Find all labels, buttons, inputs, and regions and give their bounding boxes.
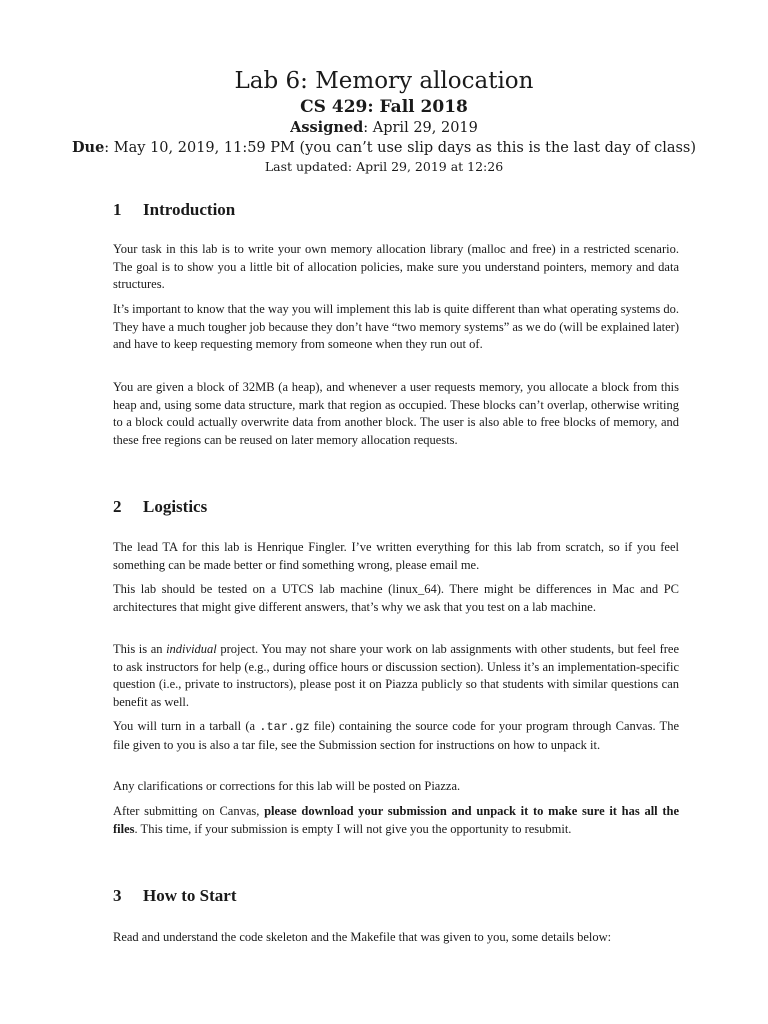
due-value: : May 10, 2019, 11:59 PM (you can’t use slip days as this is the last day of class) [104,140,697,156]
document-title: Lab 6: Memory allocation [234,68,534,94]
text-run: You will turn in a tarball (a [113,719,260,733]
text-run: After submitting on Canvas, [113,804,265,818]
text-run: . This time, if your submission is empty I will not give you the opportunity to resubmit. [134,821,572,836]
section-heading-introduction [113,199,235,221]
text-run: file) containing the source code for your program through Canvas. The file given to you is also a tar file, see the Submission section for instructions on how to unpack it. [113,719,679,752]
paragraph: The lead TA for this lab is Henrique Fingler. I’ve written everything for this lab from scratch, so if you feel something can be made better or find something wrong, please email me. [113,540,679,572]
paragraph: Any clarifications or corrections for this lab will be posted on Piazza. [113,779,461,793]
section-number: 2 [113,497,122,516]
due-label: Due [71,139,105,156]
paragraph: It’s important to know that the way you will implement this lab is quite different than what operating systems do. They have a much tougher job because they don’t have “two memory systems” as we do (will be explained later) and have to keep requesting memory from someone when they run out of. [113,302,679,351]
paragraph: You are given a block of 32MB (a heap), and whenever a user requests memory, you allocate a block from this heap and, using some data structure, mark that region as occupied. These blocks can’t overlap, otherwise writing to a block could actually overwrite data from another block. The user is also able to free blocks of memory, and these free regions can be reused on later memory allocation requests. [113,380,679,447]
section-title: Logistics [143,497,208,516]
assigned-date [0,118,768,138]
bold-text: please download your submission and unpack it to make sure it has all the files [113,804,680,836]
section-heading-logistics [113,496,207,518]
document-header [0,66,768,175]
paragraph [113,718,679,754]
text-run: project. You may not share your work on lab assignments with other students, but feel free to ask instructors for help (e.g., during office hours or discussion section). Unless it’s an implementation-specific question (i.e., private to instructors), please post it on Piazza publicly so that students with similar questions can benefit as well. [113,642,680,709]
section-title: How to Start [143,886,237,905]
paragraph: This lab should be tested on a UTCS lab machine (linux_64). There might be differences in Mac and PC architectures that might give different answers, that’s why we ask that you test on a lab machine. [113,582,679,614]
section-number: 1 [113,200,122,219]
section-number: 3 [113,886,122,905]
inline-code: .tar.gz [259,720,310,734]
assigned-value: : April 29, 2019 [363,120,478,136]
due-date [0,138,768,158]
assigned-label: Assigned [290,119,364,136]
last-updated: Last updated: April 29, 2019 at 12:26 [264,159,504,174]
course-name: CS 429: Fall 2018 [300,97,468,117]
section-heading-how-to-start [113,885,236,907]
text-run: This is an [113,642,167,656]
paragraph: Your task in this lab is to write your own memory allocation library (malloc and free) in a restricted scenario. The goal is to show you a little bit of allocation policies, make sure you understand pointers, memory and data structures. [113,242,679,291]
paragraph: Read and understand the code skeleton and the Makefile that was given to you, some details below: [113,930,612,944]
emphasis-text: individual [166,642,217,656]
paragraph [113,641,679,711]
section-title: Introduction [143,200,236,219]
paragraph [113,803,679,838]
